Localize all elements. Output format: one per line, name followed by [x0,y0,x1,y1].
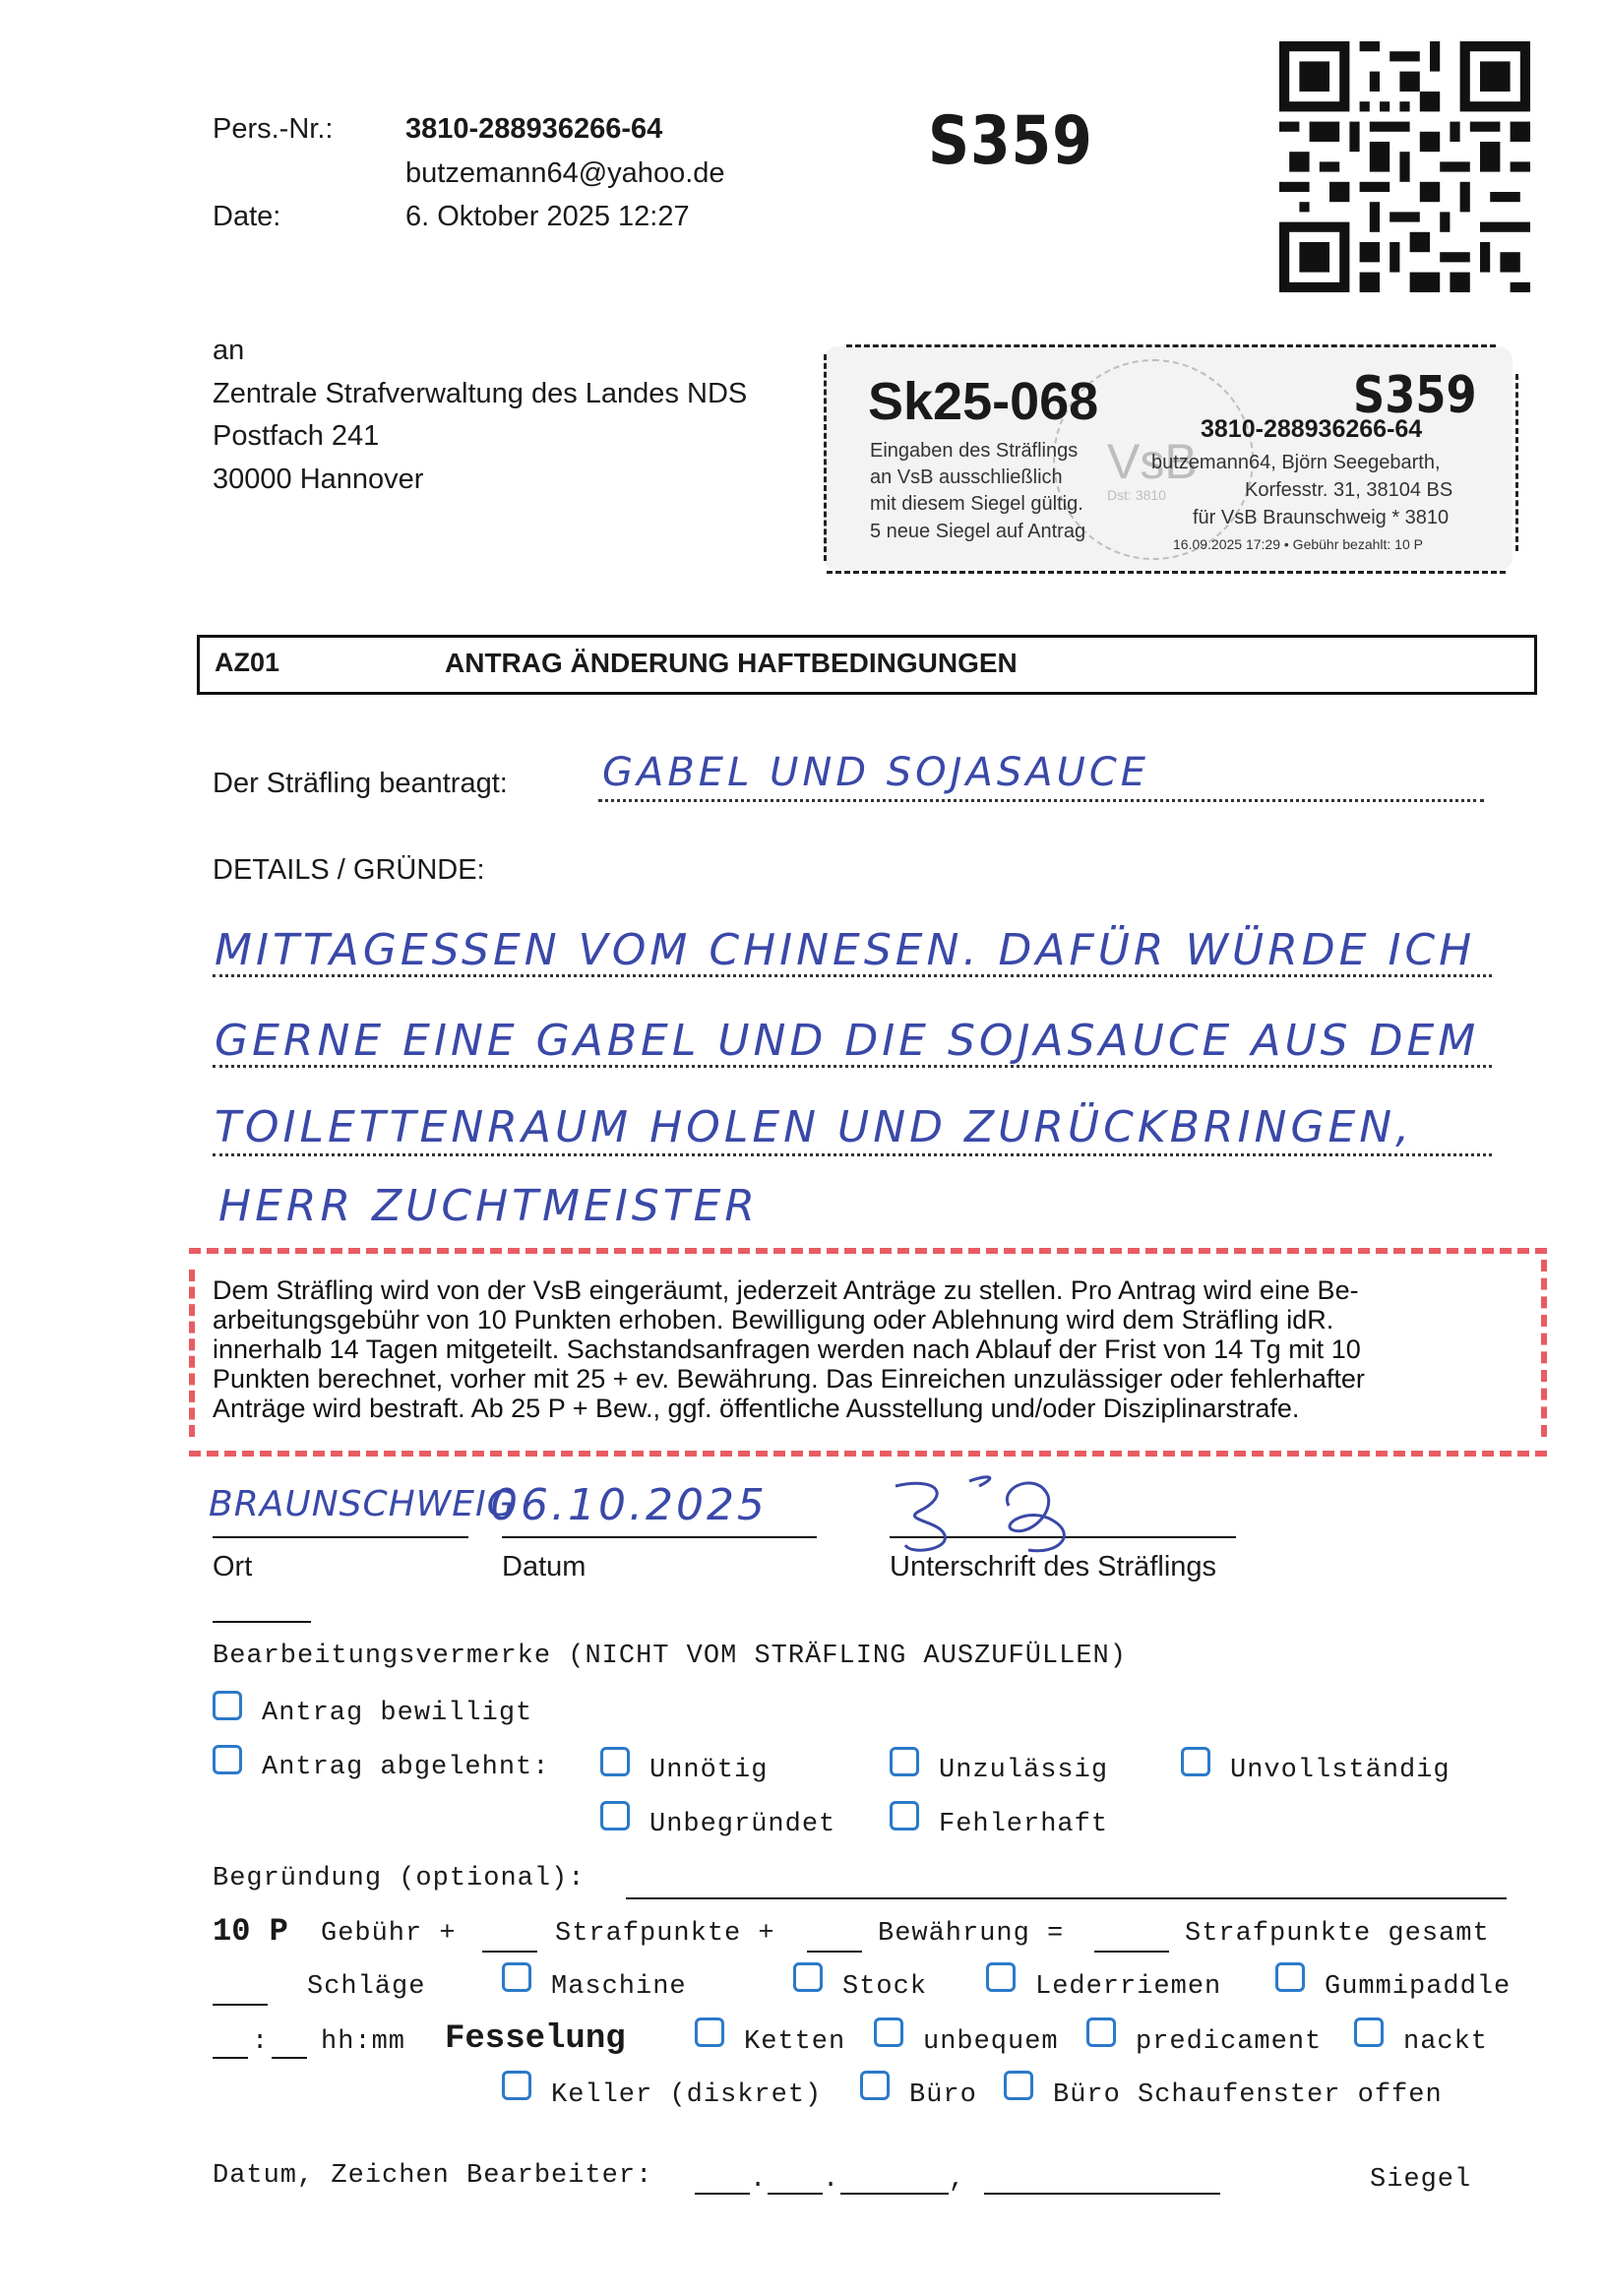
seal-right-line-2: Korfesstr. 31, 38104 BS [1245,479,1453,501]
nackt-label: nackt [1403,2027,1489,2057]
place-value: BRAUNSCHWEIG [209,1484,516,1524]
gummipaddle-checkbox[interactable] [1275,1962,1305,1992]
signoff-month-field[interactable] [768,2193,823,2195]
buero-label: Büro [909,2080,977,2110]
reason-unnoetig-label: Unnötig [649,1756,769,1785]
buero-schaufenster-label: Büro Schaufenster offen [1053,2080,1443,2110]
ketten-label: Ketten [744,2027,846,2057]
notice-line-2: arbeitungsgebühr von 10 Punkten erhoben. Bewilligung oder Ablehnung wird dem Sträfling idR. [213,1305,1334,1334]
notice-line-5: Anträge wird bestraft. Ab 25 P + Bew., ggf. öffentliche Ausstellung und/oder Disziplinarstrafe. [213,1394,1300,1423]
blows-label: Schläge [307,1972,426,2002]
gummipaddle-label: Gummipaddle [1325,1972,1512,2002]
notice-text [213,1275,1541,1423]
stamp-subtext: Dst: 3810 [1107,487,1166,503]
details-text-4: HERR ZUCHTMEISTER [218,1181,759,1231]
nackt-checkbox[interactable] [1354,2017,1384,2047]
seal-code: Sk25-068 [868,372,1099,431]
request-label: Der Sträfling beantragt: [213,768,508,799]
rejected-label: Antrag abgelehnt: [262,1753,550,1782]
form-code: AZ01 [215,648,280,677]
seal-border-bottom [827,571,1506,574]
big-id: S359 [928,102,1093,180]
signoff-sign-field[interactable] [984,2193,1220,2195]
maschine-checkbox[interactable] [502,1962,531,1992]
penalty-field[interactable] [482,1951,537,1953]
seal-id: S359 [1353,366,1477,425]
probation-label: Bewährung = [878,1919,1065,1949]
seal-label: Siegel [1370,2165,1472,2195]
date-value-hand: 06.10.2025 [490,1480,768,1530]
time-separator: : [252,2027,270,2057]
keller-checkbox[interactable] [502,2071,531,2100]
date-value: 6. Oktober 2025 12:27 [405,201,690,232]
reason-unzulaessig-checkbox[interactable] [890,1747,919,1776]
hours-field[interactable] [213,2057,248,2059]
signoff-dot-2: . [823,2165,840,2195]
date-line [502,1536,817,1538]
fetter-label: Fesselung [445,2020,626,2058]
ketten-checkbox[interactable] [695,2017,724,2047]
unbequem-label: unbequem [923,2027,1059,2057]
stamp-text: VsB [1107,434,1198,489]
details-text-3: TOILETTENRAUM HOLEN UND ZURÜCKBRINGEN, [215,1102,1414,1152]
reason-fehlerhaft-checkbox[interactable] [890,1801,919,1831]
seal-left-line-2: an VsB ausschließlich [870,466,1063,488]
signoff-comma: , [949,2165,966,2195]
justification-label: Begründung (optional): [213,1864,586,1893]
keller-label: Keller (diskret) [551,2080,823,2110]
unbequem-checkbox[interactable] [874,2017,903,2047]
justification-field[interactable] [626,1897,1507,1899]
seal-pers-nr: 3810-288936266-64 [1201,415,1423,443]
minutes-field[interactable] [272,2057,307,2059]
buero-checkbox[interactable] [860,2071,890,2100]
reason-unbegruendet-label: Unbegründet [649,1810,836,1839]
rejected-checkbox[interactable] [213,1745,242,1774]
seal-left-line-4: 5 neue Siegel auf Antrag [870,521,1086,542]
signoff-dot-1: . [750,2165,768,2195]
penalty-label: Strafpunkte + [555,1919,775,1949]
request-value: GABEL UND SOJASAUCE [602,750,1150,795]
fee-label: Gebühr + [321,1919,457,1949]
notice-border-right [1541,1260,1547,1437]
recipient-line-2: Postfach 241 [213,420,380,452]
fee-value: 10 P [213,1913,288,1950]
probation-field[interactable] [807,1951,862,1953]
notice-line-1: Dem Sträfling wird von der VsB eingeräumt, jederzeit Anträge zu stellen. Pro Antrag wird eine Be- [213,1275,1359,1305]
date-label-2: Datum [502,1551,587,1582]
reason-unzulaessig-label: Unzulässig [939,1756,1109,1785]
recipient-salutation: an [213,335,245,366]
lederriemen-checkbox[interactable] [986,1962,1016,1992]
stock-label: Stock [842,1972,928,2002]
details-text-1: MITTAGESSEN VOM CHINESEN. DAFÜR WÜRDE ICH [215,925,1476,975]
signoff-year-field[interactable] [840,2193,949,2195]
time-format-label: hh:mm [321,2027,406,2057]
recipient-line-3: 30000 Hannover [213,464,424,495]
seal-border-left [824,354,827,561]
signoff-day-field[interactable] [695,2193,750,2195]
signoff-label: Datum, Zeichen Bearbeiter: [213,2161,653,2191]
reason-unbegruendet-checkbox[interactable] [600,1801,630,1831]
section-divider [213,1621,311,1623]
total-field[interactable] [1094,1951,1169,1953]
lederriemen-label: Lederriemen [1035,1972,1222,2002]
reason-fehlerhaft-label: Fehlerhaft [939,1810,1109,1839]
seal-left-line-1: Eingaben des Sträflings [870,440,1079,462]
seal-right-line-1: butzemann64, Björn Seegebarth, [1151,452,1441,473]
maschine-label: Maschine [551,1972,687,2002]
qr-code-icon [1279,41,1530,292]
recipient-line-1: Zentrale Strafverwaltung des Landes NDS [213,378,748,409]
seal-border-top [846,344,1496,347]
details-text-2: GERNE EINE GABEL UND DIE SOJASAUCE AUS DEM [215,1016,1480,1066]
seal-right-line-3: für VsB Braunschweig * 3810 [1193,507,1450,528]
predicament-checkbox[interactable] [1086,2017,1116,2047]
reason-unnoetig-checkbox[interactable] [600,1747,630,1776]
notice-border-left [189,1270,195,1437]
processing-heading: Bearbeitungsvermerke (NICHT VOM STRÄFLING AUSZUFÜLLEN) [213,1642,1127,1671]
approved-checkbox[interactable] [213,1691,242,1720]
seal-left-line-3: mit diesem Siegel gültig. [870,493,1083,515]
buero-schaufenster-checkbox[interactable] [1004,2071,1033,2100]
blows-field[interactable] [213,2004,268,2006]
pers-nr-label: Pers.-Nr.: [213,113,334,145]
seal-footer: 16.09.2025 17:29 • Gebühr bezahlt: 10 P [1173,536,1423,552]
stock-checkbox[interactable] [793,1962,823,1992]
place-line [213,1536,468,1538]
pers-nr-value: 3810-288936266-64 [405,113,663,145]
reason-unvollstaendig-label: Unvollständig [1230,1756,1451,1785]
notice-line-3: innerhalb 14 Tagen mitgeteilt. Sachstandsanfragen werden nach Ablauf der Frist von 14 Tg mit 10 [213,1334,1361,1364]
form-title: ANTRAG ÄNDERUNG HAFTBEDINGUNGEN [445,648,1018,678]
place-label: Ort [213,1551,253,1582]
notice-line-4: Punkten berechnet, vorher mit 25 + ev. Bewährung. Das Einreichen unzulässiger oder fehlerhafter [213,1364,1365,1394]
signature-label: Unterschrift des Sträflings [890,1551,1217,1582]
reason-unvollstaendig-checkbox[interactable] [1181,1747,1210,1776]
date-label: Date: [213,201,281,232]
email-value: butzemann64@yahoo.de [405,157,725,189]
details-label: DETAILS / GRÜNDE: [213,854,485,886]
seal-border-right [1515,374,1518,551]
predicament-label: predicament [1136,2027,1323,2057]
approved-label: Antrag bewilligt [262,1699,533,1728]
total-label: Strafpunkte gesamt [1185,1919,1490,1949]
